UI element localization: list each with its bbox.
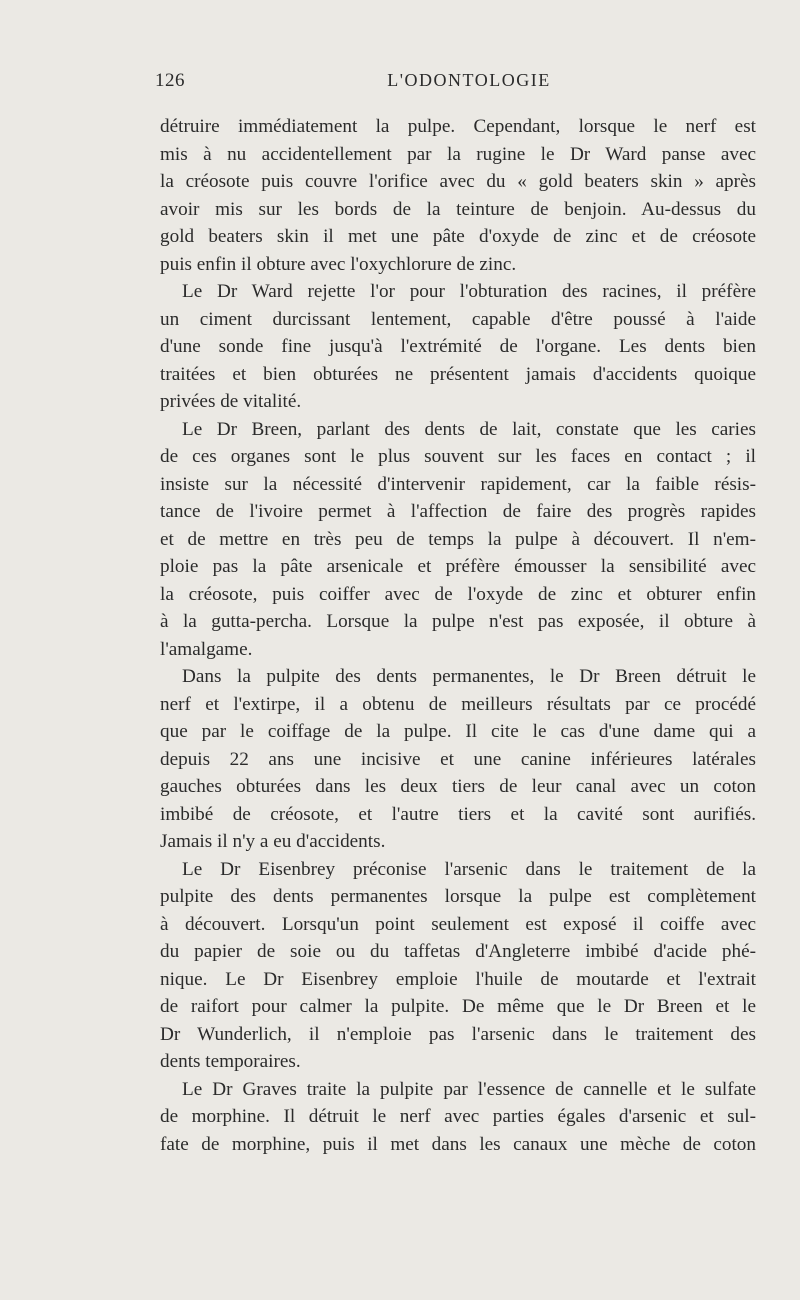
text-line: Le Dr Ward rejette l'or pour l'obturation des racines, il préfère <box>182 281 756 302</box>
text-line: d'une sonde fine jusqu'à l'extrémité de l'organe. Les dents bien <box>160 336 756 357</box>
text-line: de raifort pour calmer la pulpite. De même que le Dr Breen et le <box>160 996 756 1017</box>
text-line: de morphine. Il détruit le nerf avec parties égales d'arsenic et sul- <box>160 1106 756 1127</box>
text-line: dents temporaires. <box>160 1051 301 1072</box>
text-line: imbibé de créosote, et l'autre tiers et la cavité sont aurifiés. <box>160 803 756 825</box>
text-line: mis à nu accidentellement par la rugine le Dr Ward panse avec <box>160 143 756 165</box>
text-line: que par le coiffage de la pulpe. Il cite le cas d'une dame qui a <box>160 721 756 742</box>
text-line: gold beaters skin il met une pâte d'oxyde de zinc et de créosote <box>160 226 756 247</box>
text-line: tance de l'ivoire permet à l'affection de faire des progrès rapides <box>160 501 756 522</box>
text-line: la créosote puis couvre l'orifice avec du « gold beaters skin » après <box>160 171 756 192</box>
text-line: du papier de soie ou du taffetas d'Angleterre imbibé d'acide phé- <box>160 941 756 962</box>
running-title: L'ODONTOLOGIE <box>387 70 551 90</box>
text-line: avoir mis sur les bords de la teinture de benjoin. Au-dessus du <box>160 198 756 220</box>
text-line: gauches obturées dans les deux tiers de leur canal avec un coton <box>160 776 756 797</box>
text-line: puis enfin il obture avec l'oxychlorure de zinc. <box>160 253 517 275</box>
text-line: depuis 22 ans une incisive et une canine inférieures latérales <box>160 748 756 770</box>
text-line: nique. Le Dr Eisenbrey emploie l'huile de moutarde et l'extrait <box>160 968 756 990</box>
text-line: Le Dr Eisenbrey préconise l'arsenic dans le traitement de la <box>182 858 756 880</box>
text-line: privées de vitalité. <box>160 391 302 412</box>
text-line: un ciment durcissant lentement, capable d'être poussé à l'aide <box>160 308 756 330</box>
running-head <box>155 70 755 100</box>
text-line: Le Dr Graves traite la pulpite par l'essence de cannelle et le sulfate <box>182 1078 756 1100</box>
text-line: traitées et bien obturées ne présentent jamais d'accidents quoique <box>160 363 756 385</box>
text-line: à la gutta-percha. Lorsque la pulpe n'est pas exposée, il obture à <box>160 611 756 632</box>
text-line: de ces organes sont le plus souvent sur les faces en contact ; il <box>160 446 756 467</box>
text-line: détruire immédiatement la pulpe. Cependant, lorsque le nerf est <box>160 116 756 137</box>
text-line: insiste sur la nécessité d'intervenir rapidement, car la faible résis- <box>160 473 756 495</box>
text-line: Le Dr Breen, parlant des dents de lait, constate que les caries <box>182 418 756 440</box>
text-line: Jamais il n'y a eu d'accidents. <box>160 831 386 852</box>
text-line: Dans la pulpite des dents permanentes, le Dr Breen détruit le <box>182 666 756 687</box>
text-line: la créosote, puis coiffer avec de l'oxyde de zinc et obturer enfin <box>160 583 756 605</box>
text-line: ploie pas la pâte arsenicale et préfère émousser la sensibilité avec <box>160 556 756 577</box>
page-number: 126 <box>155 70 185 91</box>
text-line: fate de morphine, puis il met dans les canaux une mèche de coton <box>160 1133 756 1155</box>
text-line: à découvert. Lorsqu'un point seulement est exposé il coiffe avec <box>160 913 756 935</box>
text-line: Dr Wunderlich, il n'emploie pas l'arsenic dans le traitement des <box>160 1023 756 1045</box>
text-line: pulpite des dents permanentes lorsque la pulpe est complètement <box>160 886 756 907</box>
text-line: et de mettre en très peu de temps la pulpe à découvert. Il n'em- <box>160 528 756 550</box>
text-line: nerf et l'extirpe, il a obtenu de meilleurs résultats par ce procédé <box>160 693 756 715</box>
body-text <box>160 113 756 1158</box>
text-line: l'amalgame. <box>160 638 253 660</box>
